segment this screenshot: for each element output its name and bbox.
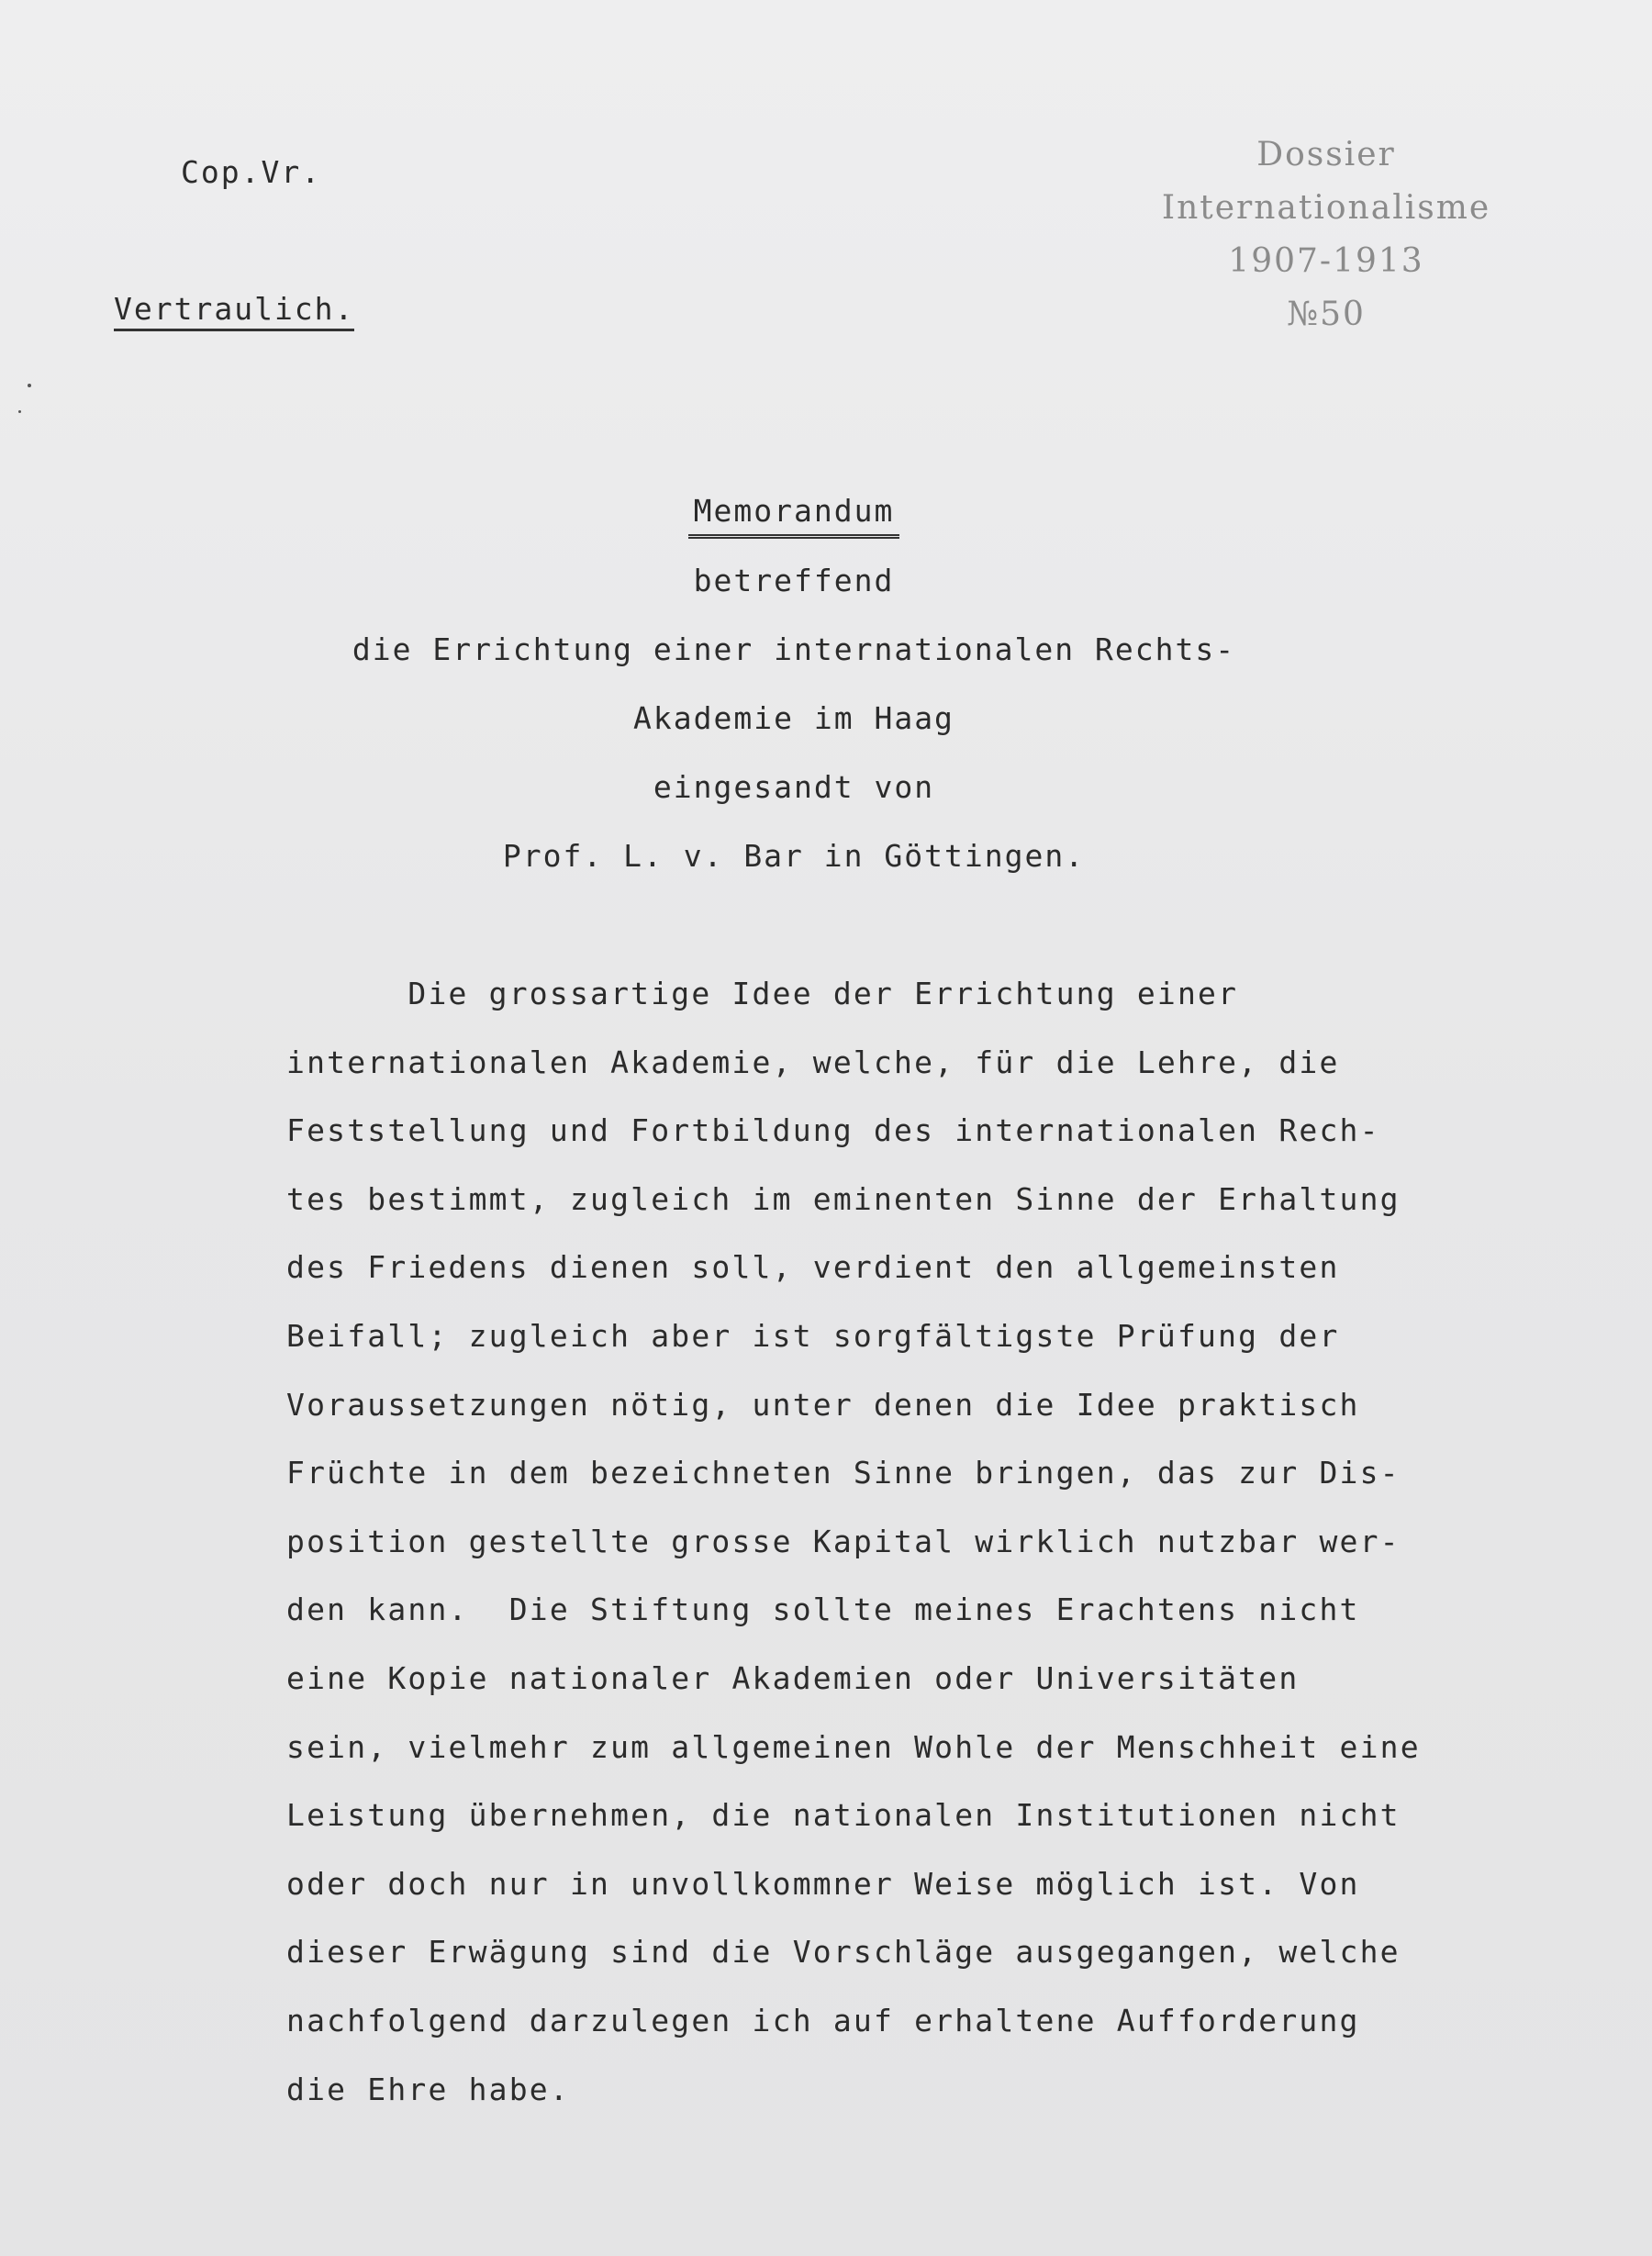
body-line: Beifall; zugleich aber ist sorgfältigste Prüfung der [286, 1318, 1340, 1354]
body-line: die Ehre habe. [286, 2071, 570, 2107]
stamp-collection: Internationalisme [1161, 189, 1491, 227]
body-line: den kann. Die Stiftung sollte meines Erachtens nicht [286, 1591, 1360, 1628]
body-line: internationalen Akademie, welche, für die Lehre, die [286, 1044, 1340, 1080]
memo-title-wrap [275, 493, 1312, 539]
subject-line: eingesandt von [653, 769, 935, 805]
body-line: position gestellte grosse Kapital wirklich nutzbar wer- [286, 1523, 1401, 1559]
archive-stamp [1129, 128, 1524, 341]
subject-line: Akademie im Haag [633, 700, 954, 736]
body-line: eine Kopie nationaler Akademien oder Universitäten [286, 1660, 1300, 1696]
author-line: Prof. L. v. Bar in Göttingen. [502, 838, 1086, 874]
memo-title: Memorandum [688, 493, 900, 539]
body-line: Früchte in dem bezeichneten Sinne bringen, das zur Dis- [286, 1455, 1401, 1491]
body-line: Leistung übernehmen, die nationalen Institutionen nicht [286, 1797, 1401, 1834]
body-line: Feststellung und Fortbildung des internationalen Rech- [286, 1112, 1380, 1149]
confidential-label: Vertraulich. [114, 291, 354, 331]
body-line: sein, vielmehr zum allgemeinen Wohle der Menschheit eine [286, 1728, 1421, 1765]
body-line: nachfolgend darzulegen ich auf erhaltene Aufforderung [286, 2003, 1360, 2038]
stamp-dossier: Dossier [1256, 136, 1396, 173]
memo-subtitle: betreffend [693, 563, 895, 598]
subject-line: die Errichtung einer internationalen Rechts- [352, 631, 1236, 667]
stamp-number: №50 [1287, 296, 1366, 333]
body-line: oder doch nur in unvollkommner Weise möglich ist. Von [286, 1865, 1360, 1902]
ink-speck [28, 384, 31, 387]
reference-mark: Cop.Vr. [181, 154, 322, 190]
body-line: Die grossartige Idee der Errichtung einer [286, 976, 1239, 1011]
body-line: des Friedens dienen soll, verdient den allgemeinsten [286, 1249, 1340, 1286]
body-line: Voraussetzungen nötig, unter denen die Idee praktisch [286, 1386, 1360, 1423]
body-line: dieser Erwägung sind die Vorschläge ausgegangen, welche [286, 1934, 1401, 1971]
stamp-years: 1907-1913 [1228, 242, 1424, 280]
ink-speck [18, 410, 21, 413]
body-line: tes bestimmt, zugleich im eminenten Sinne der Erhaltung [286, 1180, 1401, 1217]
